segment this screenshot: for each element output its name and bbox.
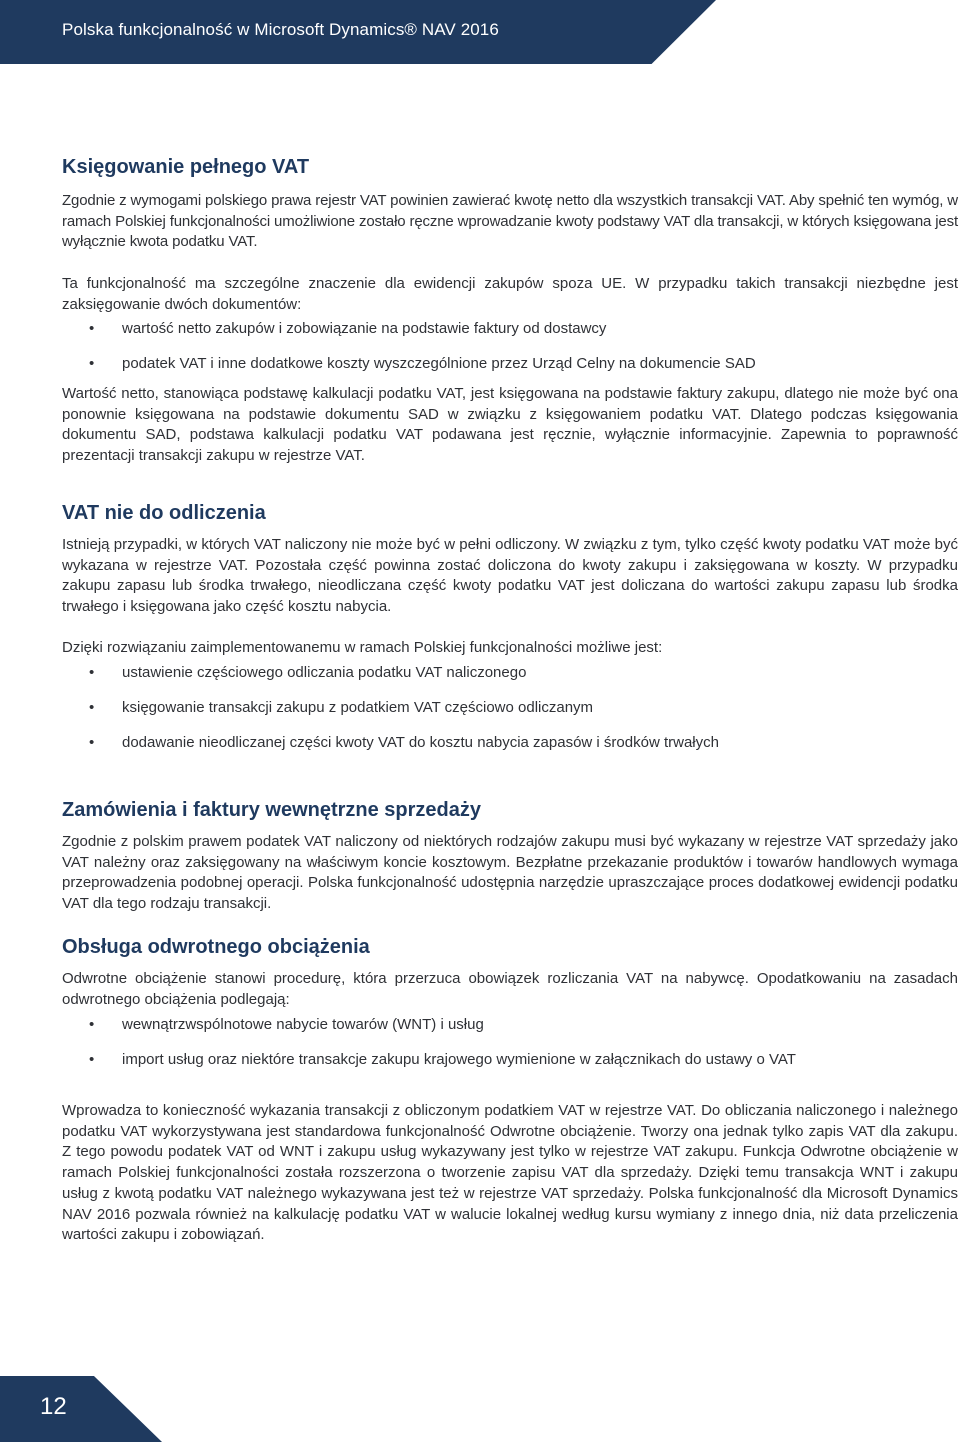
bullet-icon: •	[89, 664, 95, 681]
section-heading-odwrotne-obciazenie: Obsługa odwrotnego obciążenia	[62, 936, 370, 958]
bullet-icon: •	[89, 734, 95, 751]
list-item-text: import usług oraz niektóre transakcje zakupu krajowego wymienione w załącznikach do ustawy o VAT	[122, 1051, 796, 1068]
list-item-text: wartość netto zakupów i zobowiązanie na podstawie faktury od dostawcy	[122, 320, 607, 337]
list-item-text: dodawanie nieodliczanej części kwoty VAT do kosztu nabycia zapasów i środków trwałych	[122, 734, 719, 751]
paragraph: Wprowadza to konieczność wykazania transakcji z obliczonym podatkiem VAT w rejestrze VAT. Do obliczania naliczonego i należnego podatku VAT wykorzystywana jest standardowa funkcjonalność Odwrotne obciążenie. Tworzy ona jednak tylko zapis VAT dla zakupu. Z tego powodu podatek VAT od WNT i zakupu usług wykazywany jest tylko w rejestrze VAT zakupu. Funkcja Odwrotne obciążenie w ramach Polskiej funkcjonalności została rozszerzona o tworzenie zapisu VAT dla sprzedaży. Dzięki temu transakcja WNT i zakupu usług z kwotą podatku VAT należnego wykazywana jest też w rejestrze VAT sprzedaży. Polska funkcjonalność dla Microsoft Dynamics NAV 2016 pozwala również na kalkulację podatku VAT w walucie lokalnej według kursu wymiany z innego dnia, niż data przeliczenia wartości zakupu i zobowiązań.	[62, 1102, 958, 1244]
bullet-icon: •	[89, 355, 95, 372]
section-heading-vat-nie-do-odliczenia: VAT nie do odliczenia	[62, 502, 266, 524]
bullet-icon: •	[89, 1016, 95, 1033]
list-item-text: ustawienie częściowego odliczania podatku VAT naliczonego	[122, 664, 527, 681]
list-item-text: wewnątrzwspólnotowe nabycie towarów (WNT) i usług	[122, 1016, 484, 1033]
bullet-icon: •	[89, 1051, 95, 1068]
paragraph: Wartość netto, stanowiąca podstawę kalkulacji podatku VAT, jest księgowana na podstawie faktury zakupu, dlatego nie może być ona ponownie księgowana na podstawie dokumentu SAD w związku z księgowaniem podatku VAT. Dlatego podczas księgowania dokumentu SAD, podstawa kalkulacji podatku VAT podawana jest ręcznie, wyłącznie informacyjnie. Zapewnia to poprawność prezentacji transakcji zakupu w rejestrze VAT.	[62, 385, 958, 465]
bullet-icon: •	[89, 699, 95, 716]
bullet-icon: •	[89, 320, 95, 337]
paragraph: Odwrotne obciążenie stanowi procedurę, która przerzuca obowiązek rozliczania VAT na nabywcę. Opodatkowaniu na zasadach odwrotnego obciążenia podlegają:	[62, 970, 958, 1008]
paragraph: Zgodnie z wymogami polskiego prawa rejestr VAT powinien zawierać kwotę netto dla wszystkich transakcji VAT. Aby spełnić ten wymóg, w ramach Polskiej funkcjonalności umożliwione zostało ręczne wprowadzanie kwoty podstawy VAT dla transakcji, w których księgowana jest wyłącznie kwota podatku VAT.	[62, 192, 958, 251]
paragraph: Ta funkcjonalność ma szczególne znaczenie dla ewidencji zakupów spoza UE. W przypadku takich transakcji niezbędne jest zaksięgowanie dwóch dokumentów:	[62, 275, 958, 313]
paragraph: Istnieją przypadki, w których VAT naliczony nie może być w pełni odliczony. W związku z tym, tylko część kwoty podatku VAT może być wykazana w rejestrze VAT. Pozostała część powinna zostać doliczona do kwoty zakupu i zaksięgowana w koszty. W przypadku zakupu zapasu lub środka trwałego, nieodliczana część kwoty podatku VAT jest doliczana do wartości zakupu zapasu lub środka trwałego i księgowana jako część kosztu nabycia.	[62, 536, 958, 616]
list-item-text: księgowanie transakcji zakupu z podatkiem VAT częściowo odliczanym	[122, 699, 594, 716]
footer-band	[0, 1376, 162, 1442]
section-heading-ksiegowanie: Księgowanie pełnego VAT	[62, 156, 310, 178]
paragraph: Zgodnie z polskim prawem podatek VAT naliczony od niektórych rodzajów zakupu musi być wykazany w rejestrze VAT sprzedaży jako VAT należny oraz zaksięgowany na właściwym koncie kosztowym. Bezpłatne przekazanie produktów i towarów handlowych wymaga przeprowadzenia podobnej operacji. Polska funkcjonalność udostępnia narzędzie upraszczające proces dodatkowej ewidencji podatku VAT dla tego rodzaju transakcji.	[62, 833, 958, 913]
section-heading-zamowienia: Zamówienia i faktury wewnętrzne sprzedaży	[62, 799, 482, 821]
document-title: Polska funkcjonalność w Microsoft Dynamics® NAV 2016	[62, 20, 499, 39]
page-number: 12	[40, 1393, 67, 1420]
paragraph: Dzięki rozwiązaniu zaimplementowanemu w ramach Polskiej funkcjonalności możliwe jest:	[62, 639, 663, 656]
list-item-text: podatek VAT i inne dodatkowe koszty wyszczególnione przez Urząd Celny na dokumencie SAD	[122, 355, 756, 372]
